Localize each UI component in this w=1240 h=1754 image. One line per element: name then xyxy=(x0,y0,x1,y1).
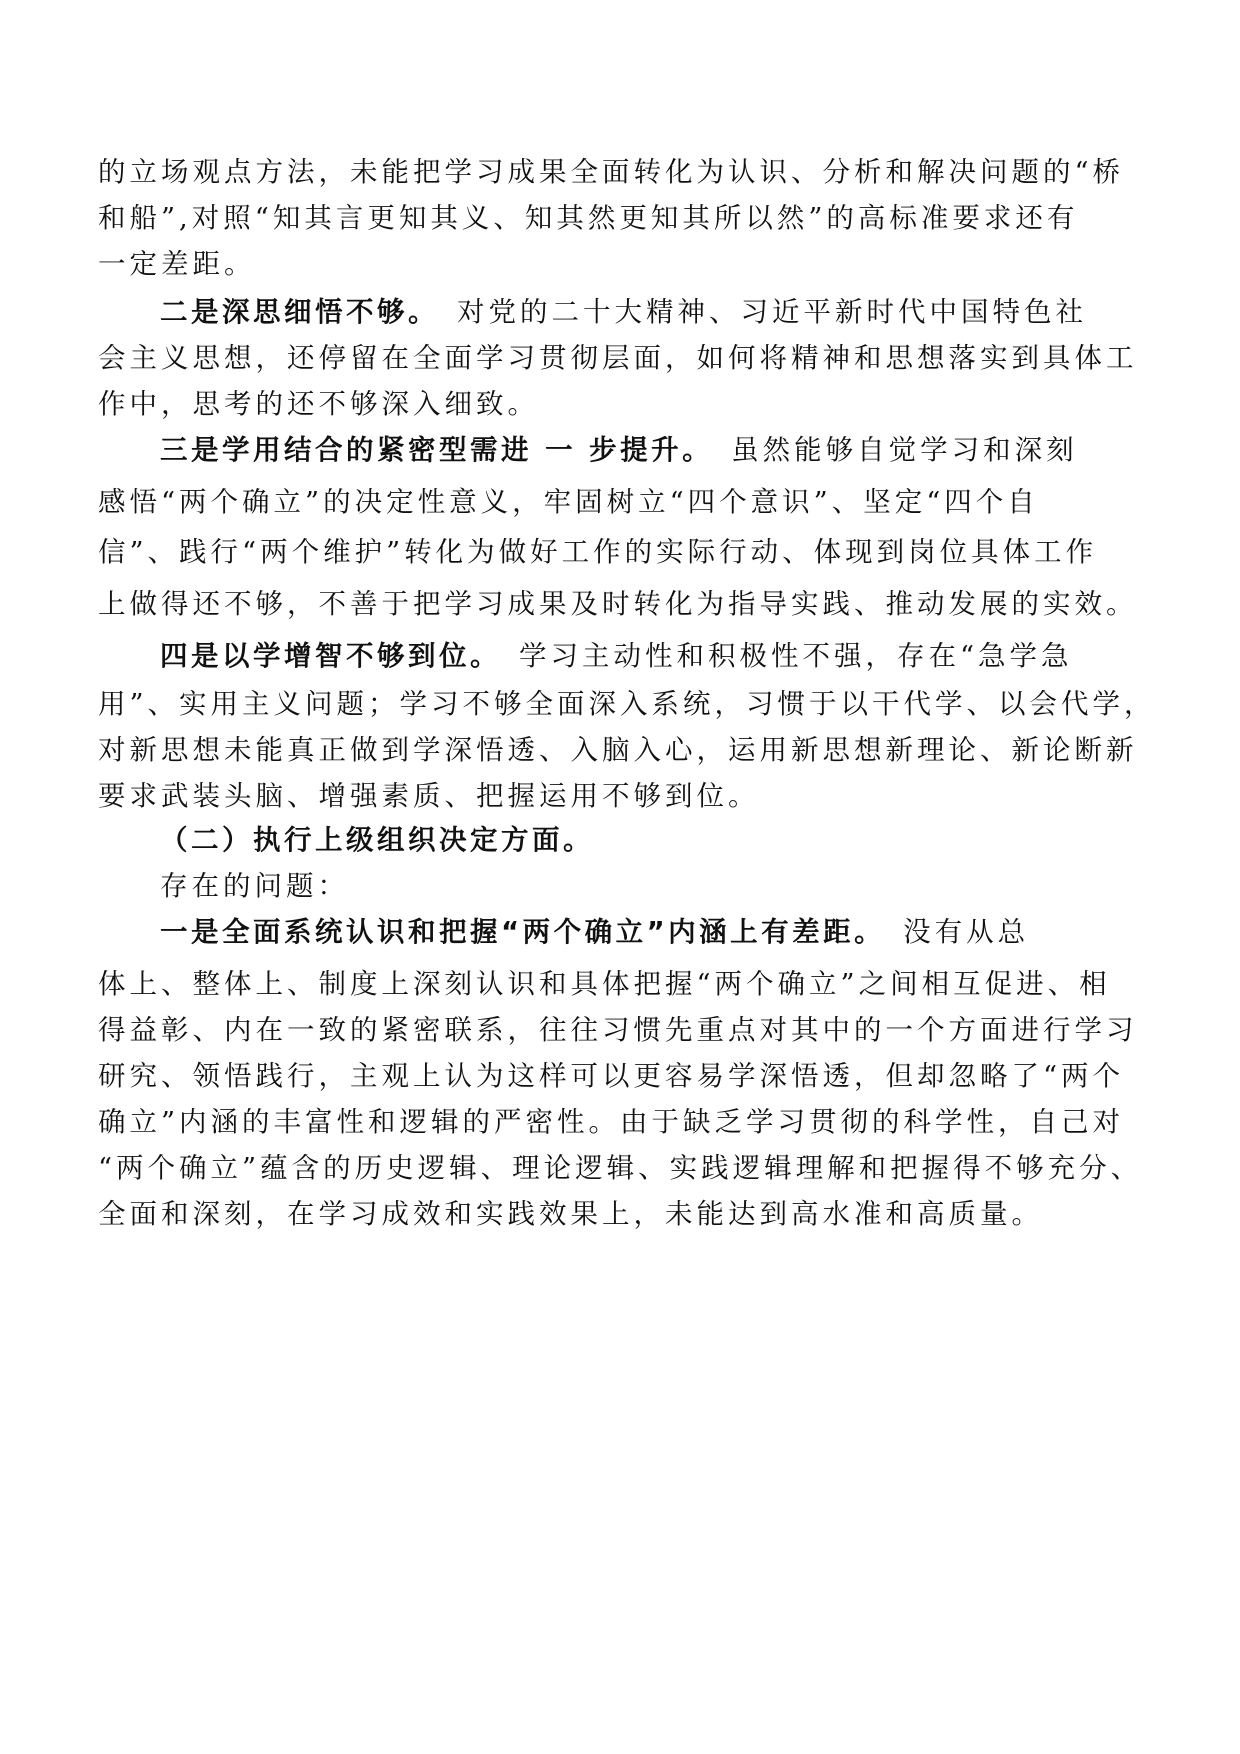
sub-label: 存在的问题： xyxy=(160,870,349,902)
paragraph-3-line-1 xyxy=(160,430,1078,470)
paragraph-4-line-4: 要求武装头脑、增强素质、把握运用不够到位。 xyxy=(98,780,760,812)
paragraph-5-heading: 一是全面系统认识和把握“两个确立”内涵上有差距。 xyxy=(160,916,886,948)
paragraph-3-line-3: 信”、践行“两个维护”转化为做好工作的实际行动、体现到岗位具体工作 xyxy=(98,536,1098,568)
paragraph-5-line-1 xyxy=(160,912,1029,952)
paragraph-3-line-2: 感悟“两个确立”的决定性意义，牢固树立“四个意识”、坚定“四个自 xyxy=(98,486,1039,518)
paragraph-5-line-2: 体上、整体上、制度上深刻认识和具体把握“两个确立”之间相互促进、相 xyxy=(98,968,1111,1000)
paragraph-3-text: 虽然能够自觉学习和深刻 xyxy=(731,434,1078,466)
paragraph-2-line-1 xyxy=(160,292,1087,332)
section-heading: （二）执行上级组织决定方面。 xyxy=(160,824,594,856)
paragraph-5-text: 没有从总 xyxy=(903,916,1030,948)
paragraph-3-heading: 三是学用结合的紧密型需进 一 步提升。 xyxy=(160,434,714,466)
paragraph-5-line-7: 全面和深刻，在学习成效和实践效果上，未能达到高水准和高质量。 xyxy=(98,1198,1043,1230)
paragraph-4-heading: 四是以学增智不够到位。 xyxy=(160,640,501,672)
paragraph-3-line-4: 上做得还不够，不善于把学习成果及时转化为指导实践、推动发展的实效。 xyxy=(98,588,1138,620)
paragraph-4-line-2: 用”、实用主义问题；学习不够全面深入系统，习惯于以干代学、以会代学， xyxy=(98,688,1156,720)
paragraph-2-text: 对党的二十大精神、习近平新时代中国特色社 xyxy=(457,296,1087,328)
paragraph-5-line-3: 得益彰、内在一致的紧密联系，往往习惯先重点对其中的一个方面进行学习 xyxy=(98,1014,1138,1046)
paragraph-5-line-6: “两个确立”蕴含的历史逻辑、理论逻辑、实践逻辑理解和把握得不够充分、 xyxy=(98,1152,1143,1184)
paragraph-1-line-2: 和船”,对照“知其言更知其义、知其然更知其所以然”的高标准要求还有 xyxy=(98,202,1079,234)
paragraph-2-heading: 二是深思细悟不够。 xyxy=(160,296,439,328)
paragraph-1-line-3: 一定差距。 xyxy=(98,248,256,280)
paragraph-1-line-1: 的立场观点方法，未能把学习成果全面转化为认识、分析和解决问题的“桥 xyxy=(98,156,1125,188)
paragraph-4-line-3: 对新思想未能真正做到学深悟透、入脑入心，运用新思想新理论、新论断新 xyxy=(98,734,1138,766)
paragraph-2-line-3: 作中，思考的还不够深入细致。 xyxy=(98,388,539,420)
paragraph-5-line-5: 确立”内涵的丰富性和逻辑的严密性。由于缺乏学习贯彻的科学性，自己对 xyxy=(98,1106,1125,1138)
paragraph-5-line-4: 研究、领悟践行，主观上认为这样可以更容易学深悟透，但却忽略了“两个 xyxy=(98,1060,1125,1092)
paragraph-4-text: 学习主动性和积极性不强，存在“急学急 xyxy=(519,640,1073,672)
paragraph-4-line-1 xyxy=(160,636,1073,676)
paragraph-2-line-2: 会主义思想，还停留在全面学习贯彻层面，如何将精神和思想落实到具体工 xyxy=(98,342,1138,374)
